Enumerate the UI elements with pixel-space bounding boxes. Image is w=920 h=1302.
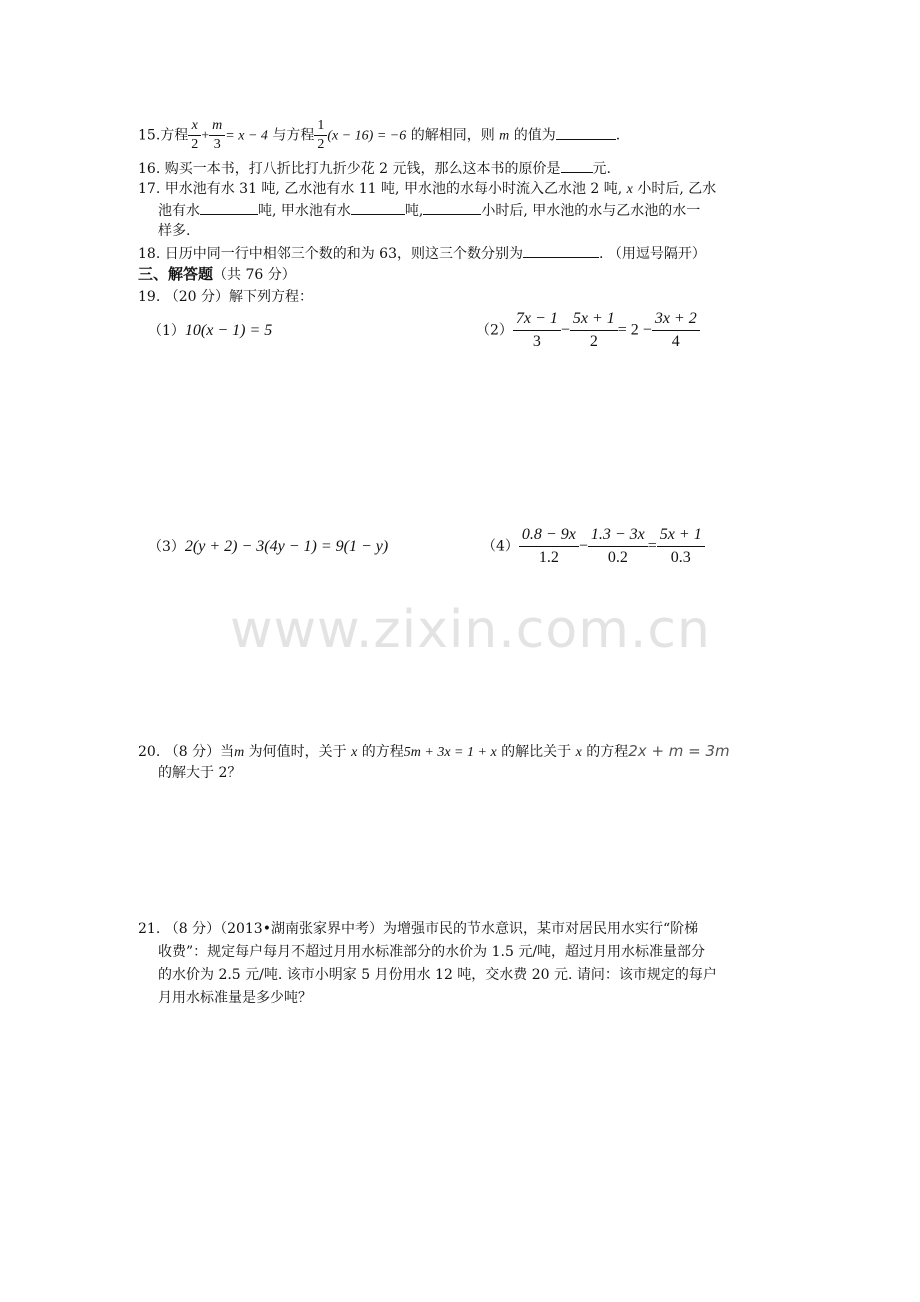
q19-part-1: （1）10(x − 1) = 5 [148, 322, 273, 339]
question-21-line-1: 21. （8 分）（2013•湖南张家界中考）为增强市民的节水意识，某市对居民用水实行“阶梯 [138, 921, 699, 937]
question-17-line-2: 池有水 吨, 甲水池有水 吨, 小时后, 甲水池的水与乙水池的水一 [158, 200, 700, 221]
q16-text-a: 16. 购买一本书，打八折比打九折少花 2 元钱，那么这本书的原价是 [138, 161, 561, 177]
question-18: 18. 日历中同一行中相邻三个数的和为 63，则这三个数分别为 . （用逗号隔开） [138, 243, 706, 264]
q15-suffix-a: 的解相同，则 [410, 127, 495, 144]
q19-p2-fraction-2: $\frac{5x + 1}{2}$ [570, 308, 618, 353]
q15-answer-blank[interactable] [556, 125, 616, 140]
q19-part-3: （3）2(y + 2) − 3(4y − 1) = 9(1 − y) [148, 538, 389, 555]
question-20-line-1: 20. （8 分）当m 为何值时，关于 x 的方程5m + 3x = 1 + x 的解比关于 x 的方程2x + m = 3m [138, 742, 730, 760]
q15-rhs-2: (x − 16) = −6 [327, 128, 407, 144]
question-21-line-2: 收费”：规定每户每月不超过月用水标准部分的水价为 1.5 元/吨，超过月用水标准量部分 [158, 944, 706, 960]
q20-equation-1: 5m + 3x = 1 + x [403, 745, 497, 760]
q18-answer-blank[interactable] [523, 243, 599, 258]
q15-var-m: m [499, 128, 510, 144]
q15-fraction-1: $\frac{x}{2}$ [188, 117, 201, 154]
watermark: www.zixin.com.cn [230, 600, 711, 660]
q19-p2-fraction-1: $\frac{7x - 1}{3}$ [513, 308, 561, 353]
q17-answer-blank-1[interactable] [200, 200, 258, 215]
question-16 [138, 158, 611, 179]
q19-p3-equation: 2(y + 2) − 3(4y − 1) = 9(1 − y) [184, 538, 389, 555]
q19-p4-fraction-1: $\frac{0.8 - 9x}{1.2}$ [519, 524, 579, 569]
q16-answer-blank[interactable] [561, 158, 593, 173]
section-score: （共 76 分） [213, 267, 296, 283]
q19-p4-fraction-2: $\frac{1.3 - 3x}{0.2}$ [588, 524, 648, 569]
q19-part-4: （4） $\frac{0.8 - 9x}{1.2}$ − $\frac{1.3 - 3x}{0.2}$ = $\frac{5x + 1}{0.3}$ [482, 524, 705, 569]
q15-plus: + [201, 128, 210, 144]
question-21-line-3: 的水价为 2.5 元/吨. 该市小明家 5 月份用水 12 吨，交水费 20 元. 请问：该市规定的每户 [158, 967, 717, 983]
q19-p1-equation: 10(x − 1) = 5 [184, 322, 273, 339]
q15-prefix: 15.方程 [138, 127, 189, 144]
q17-answer-blank-2[interactable] [351, 200, 405, 215]
q15-fraction-2: $\frac{m}{3}$ [209, 117, 225, 154]
q15-rhs-1: = x − 4 [225, 128, 268, 144]
q19-p2-fraction-3: $\frac{3x + 2}{4}$ [652, 308, 700, 353]
q15-mid: 与方程 [272, 127, 315, 144]
q15-fraction-3: $\frac{1}{2}$ [314, 117, 327, 154]
question-21-line-4: 月用水标准量是多少吨？ [158, 990, 312, 1006]
question-17-line-3: 样多. [158, 223, 191, 239]
question-20-line-2: 的解大于 2？ [158, 765, 242, 781]
q15-suffix-b: 的值为 [513, 127, 556, 144]
section-heading [138, 264, 296, 285]
q16-text-b: 元. [592, 161, 611, 177]
section-title: 三、解答题 [138, 265, 214, 283]
q17-answer-blank-3[interactable] [423, 200, 481, 215]
q20-equation-2: 2x + m = 3m [628, 742, 730, 760]
question-15: 15.方程 $\frac{x}{2}$ + $\frac{m}{3}$ = x − 4 与方程 $\frac{1}{2}$ (x − 16) = −6 的解相同，则 m 的值为 . [138, 118, 621, 152]
q19-part-2: （2） $\frac{7x - 1}{3}$ − $\frac{5x + 1}{2}$ = 2 − $\frac{3x + 2}{4}$ [476, 308, 700, 353]
question-19-intro: 19. （20 分）解下列方程： [138, 289, 313, 305]
q19-p4-fraction-3: $\frac{5x + 1}{0.3}$ [657, 524, 705, 569]
question-17-line-1: 17. 甲水池有水 31 吨, 乙水池有水 11 吨, 甲水池的水每小时流入乙水池 2 吨, x 小时后, 乙水 [138, 181, 717, 197]
